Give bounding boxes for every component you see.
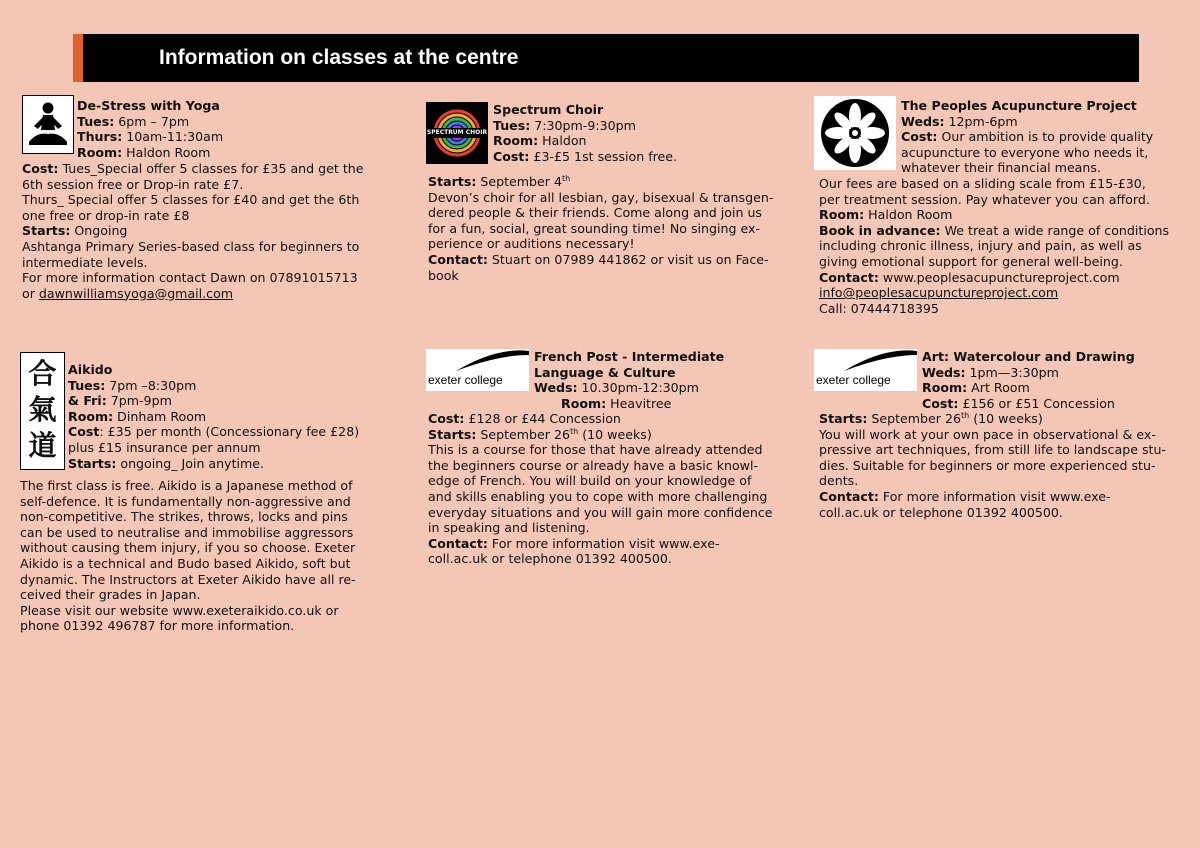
french-line: This is a course for those that have already attended [428,442,763,458]
flower-mandala-icon [814,96,896,170]
acupuncture-email-link[interactable]: info@peoplesacupunctureproject.com [819,285,1059,301]
french-line: coll.ac.uk or telephone 01392 400500. [428,551,672,567]
french-heading [534,349,724,411]
choir-tues: Tues: 7:30pm-9:30pm [493,117,636,133]
aikido-title: Aikido [68,362,113,377]
yoga-starts: Starts: Ongoing [22,223,128,239]
french-room: Room: Heavitree [561,395,672,411]
choir-line: for a fun, social, great sounding time! No singing ex- [428,220,761,236]
art-line: You will work at your own pace in observational & ex- [819,426,1156,442]
aikido-line: plus £15 insurance per annum [68,439,261,455]
art-cost: Cost: £156 or £51 Concession [922,395,1115,411]
acupuncture-line: whatever their financial means. [901,160,1101,176]
french-cost: Cost: £128 or £44 Concession [428,411,621,426]
yoga-line: Ashtanga Primary Series-based class for beginners to [22,238,360,254]
page-title: Information on classes at the centre [159,46,519,69]
exeter-college-logo [814,349,917,391]
aikido-line: non-competitive. The strikes, throws, locks and pins [20,509,348,525]
french-contact: Contact: For more information visit www.exe- [428,535,720,551]
yoga-body [22,161,364,301]
spectrum-choir-logo-text: SPECTRUM CHOIR [426,129,488,136]
aikido-fri: & Fri: 7pm-9pm [68,393,172,409]
aikido-line: dynamic. The Instructors at Exeter Aikido have all re- [20,571,356,587]
choir-cost: Cost: £3-£5 1st session free. [493,148,678,164]
art-title: Art: Watercolour and Drawing [922,349,1135,364]
yoga-email-link[interactable]: dawnwilliamsyoga@gmail.com [38,285,234,301]
acupuncture-line: per treatment session. Pay whatever you can afford. [819,191,1150,207]
aikido-kanji-icon [20,352,65,470]
aikido-tues: Tues: 7pm –8:30pm [68,377,197,393]
aikido-line: phone 01392 496787 for more information. [20,618,295,634]
yoga-title: De-Stress with Yoga [77,98,220,113]
acupuncture-call: Call: 07444718395 [819,300,939,316]
header-banner [73,34,1139,82]
spectrum-choir-logo [426,102,488,164]
aikido-body [20,478,356,634]
choir-heading [493,102,677,164]
acupuncture-title: The Peoples Acupuncture Project [901,98,1137,113]
acupuncture-body [819,176,1169,316]
acupuncture-line: including chronic illness, injury and pain, as well as [819,238,1142,254]
kanji-character: 道 [28,429,57,462]
aikido-cost: Cost: £35 per month (Concessionary fee £28) [68,424,360,440]
yoga-line: intermediate levels. [22,254,148,270]
french-line: everyday situations and you will gain more confidence [428,504,773,520]
aikido-line: can be used to neutralise and immobilise aggressors [20,524,354,540]
yoga-heading [77,98,223,160]
aikido-line: The first class is free. Aikido is a Japanese method of [20,478,353,493]
art-heading [922,349,1135,411]
aikido-line: without causing them injury, if you so choose. Exeter [20,540,356,556]
art-line: dies. Suitable for beginners or more experienced stu- [819,457,1156,473]
acupuncture-cost: Cost: Our ambition is to provide quality [901,129,1154,145]
acupuncture-book: Book in advance: We treat a wide range of conditions [819,222,1170,238]
yoga-line: 6th session free or Drop-in rate £7. [22,176,244,192]
french-body [428,411,773,567]
french-line: in speaking and listening. [428,520,590,536]
banner-accent [73,34,83,82]
acupuncture-room: Room: Haldon Room [819,207,953,223]
aikido-line: ceived their grades in Japan. [20,587,201,603]
choir-title: Spectrum Choir [493,102,604,117]
exeter-college-logo [426,349,529,391]
french-weds: Weds: 10.30pm-12:30pm [534,380,699,396]
acupuncture-line: acupuncture to everyone who needs it, [901,144,1149,160]
yoga-line: For more information contact Dawn on 07891015713 [22,270,358,286]
aikido-line: Please visit our website www.exeteraikido.co.uk or [20,602,339,618]
yoga-tues: Tues: 6pm – 7pm [77,113,190,129]
aikido-room: Room: Dinham Room [68,408,207,424]
choir-line: perience or auditions necessary! [428,236,635,252]
kanji-character: 氣 [28,393,57,426]
exeter-college-logo-text: exeter college [428,373,503,387]
french-line: and skills enabling you to cope with more challenging [428,488,768,504]
choir-line: Devon’s choir for all lesbian, gay, bisexual & transgen- [428,189,774,205]
art-line: pressive art techniques, from still life to landscape stu- [819,442,1166,458]
aikido-starts: Starts: ongoing_ Join anytime. [68,455,265,471]
choir-starts: Starts: September 4th [428,173,571,189]
yoga-line: one free or drop-in rate £8 [22,207,190,223]
meditation-figure-icon [22,95,74,154]
art-contact: Contact: For more information visit www.exe- [819,488,1111,504]
acupuncture-weds: Weds: 12pm-6pm [901,113,1018,129]
yoga-cost: Cost: Tues_Special offer 5 classes for £35 and get the [22,161,364,176]
acupuncture-heading [901,98,1153,176]
acupuncture-line: giving emotional support for general well-being. [819,253,1123,269]
yoga-thurs: Thurs: 10am-11:30am [77,129,224,145]
french-line: edge of French. You will build on your knowledge of [428,473,752,489]
french-starts: Starts: September 26th (10 weeks) [428,426,652,442]
acupuncture-line: Our fees are based on a sliding scale from £15-£30, [819,176,1146,191]
art-body [819,411,1166,520]
french-line: the beginners course or already have a basic knowl- [428,457,759,473]
aikido-heading [68,362,359,471]
exeter-college-logo-text: exeter college [816,373,891,387]
choir-line: book [428,267,459,283]
art-weds: Weds: 1pm—3:30pm [922,364,1059,380]
yoga-email-line: or dawnwilliamsyoga@gmail.com [22,285,234,301]
french-title: French Post - Intermediate [534,349,725,364]
aikido-line: self-defence. It is fundamentally non-aggressive and [20,493,351,509]
art-line: dents. [819,473,859,489]
art-starts: Starts: September 26th (10 weeks) [819,410,1043,426]
choir-room: Room: Haldon [493,133,587,149]
choir-contact: Contact: Stuart on 07989 441862 or visit us on Face- [428,251,769,267]
yoga-room: Room: Haldon Room [77,144,211,160]
kanji-character: 合 [28,357,57,390]
art-line: coll.ac.uk or telephone 01392 400500. [819,504,1063,520]
aikido-line: Aikido is a technical and Budo based Aikido, soft but [20,555,351,571]
acupuncture-contact: Contact: www.peoplesacupunctureproject.com [819,269,1120,285]
art-room: Room: Art Room [922,380,1030,396]
yoga-line: Thurs_ Special offer 5 classes for £40 and get the 6th [22,192,360,208]
french-title-line2: Language & Culture [534,364,676,380]
choir-body [428,174,773,283]
choir-line: dered people & their friends. Come along and join us [428,205,762,221]
